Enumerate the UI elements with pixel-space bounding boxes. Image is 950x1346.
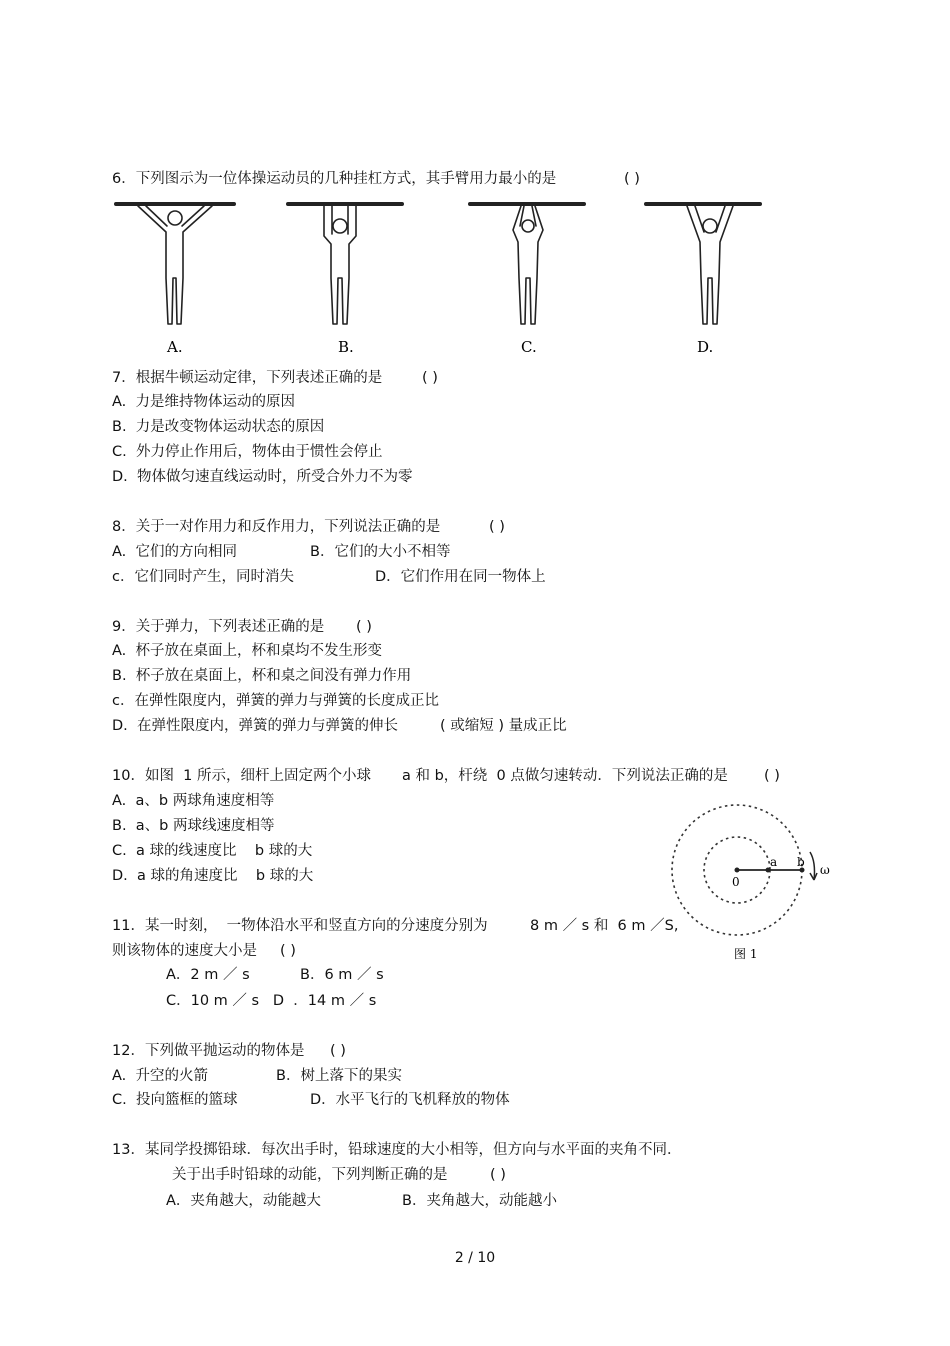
q8-option-d: D．它们作用在同一物体上 xyxy=(375,569,546,585)
page-number: 2 / 10 xyxy=(454,1250,496,1266)
q12-stem: 12．下列做平抛运动的物体是 xyxy=(112,1043,305,1059)
q10-option-c: C. a 球的线速度比 b 球的大 xyxy=(112,843,313,859)
q11-stem-b: 8 m ／ s 和 6 m ／S, xyxy=(530,918,679,934)
figure-label-a: A. xyxy=(167,338,183,356)
q11-stem-c: 则该物体的速度大小是 xyxy=(112,943,257,959)
q7-paren: ( ) xyxy=(422,370,438,386)
gymnast-c-icon xyxy=(470,204,584,324)
figure-label-b: B. xyxy=(338,338,354,356)
gymnast-d-icon xyxy=(646,204,760,324)
q8-paren: ( ) xyxy=(489,519,505,535)
q12-option-a: A. 升空的火箭 xyxy=(112,1068,208,1084)
q7-option-c: C. 外力停止作用后，物体由于惯性会停止 xyxy=(112,444,383,460)
q12-paren: ( ) xyxy=(330,1043,346,1059)
gymnast-a-icon xyxy=(116,204,234,324)
q10-stem-a: 10．如图 1 所示，细杆上固定两个小球 xyxy=(112,768,372,784)
q8-option-c: c．它们同时产生，同时消失 xyxy=(112,569,294,585)
q9-option-a: A. 杯子放在桌面上，杯和桌均不发生形变 xyxy=(112,643,382,659)
q7-option-b: B. 力是改变物体运动状态的原因 xyxy=(112,419,325,435)
q8-option-a: A. 它们的方向相同 xyxy=(112,544,237,560)
label-a: a xyxy=(770,855,778,869)
q6-figure xyxy=(110,196,770,362)
q9-paren: ( ) xyxy=(356,619,372,635)
q8-stem: 8．关于一对作用力和反作用力，下列说法正确的是 xyxy=(112,519,441,535)
label-center: 0 xyxy=(732,875,740,889)
pivot-point xyxy=(735,868,740,873)
q6-paren: ( ) xyxy=(624,171,640,187)
q9-option-b: B. 杯子放在桌面上，杯和桌之间没有弹力作用 xyxy=(112,668,412,684)
figure-caption: 图 1 xyxy=(734,947,758,961)
q11-option-a: A．2 m ／ s xyxy=(166,967,250,983)
q11-option-b: B．6 m ／ s xyxy=(300,967,384,983)
q13-stem-b: 关于出手时铅球的动能，下列判断正确的是 xyxy=(172,1167,448,1183)
q11-option-cd: C．10 m ／ s D ．14 m ／ s xyxy=(166,993,377,1009)
figure-label-d: D. xyxy=(697,338,714,356)
q9-option-c: c．在弹性限度内，弹簧的弹力与弹簧的长度成正比 xyxy=(112,693,439,709)
q12-option-b: B．树上落下的果实 xyxy=(276,1068,402,1084)
q9-option-d-cont: ( 或缩短 ) 量成正比 xyxy=(440,718,567,734)
q10-option-d: D. a 球的角速度比 b 球的大 xyxy=(112,868,314,884)
q8-option-b: B．它们的大小不相等 xyxy=(310,544,451,560)
label-omega: ω xyxy=(820,863,830,877)
q13-paren: ( ) xyxy=(490,1167,506,1183)
q7-option-d: D. 物体做匀速直线运动时，所受合外力不为零 xyxy=(112,469,413,485)
q13-stem: 13．某同学投掷铅球．每次出手时，铅球速度的大小相等，但方向与水平面的夹角不同． xyxy=(112,1142,682,1158)
q11-paren: ( ) xyxy=(280,943,296,959)
q13-option-b: B．夹角越大，动能越小 xyxy=(402,1193,557,1209)
q12-option-d: D．水平飞行的飞机释放的物体 xyxy=(310,1092,510,1108)
q10-figure xyxy=(664,800,840,970)
q13-option-a: A．夹角越大，动能越大 xyxy=(166,1193,321,1209)
q12-option-c: C. 投向篮框的篮球 xyxy=(112,1092,238,1108)
label-b: b xyxy=(797,855,805,869)
figure-label-c: C. xyxy=(521,338,537,356)
q10-option-a: A. a、b 两球角速度相等 xyxy=(112,793,275,809)
gymnast-b-icon xyxy=(288,204,402,324)
q6-stem: 6．下列图示为一位体操运动员的几种挂杠方式，其手臂用力最小的是 xyxy=(112,171,557,187)
q9-option-d: D. 在弹性限度内，弹簧的弹力与弹簧的伸长 xyxy=(112,718,398,734)
q9-stem: 9．关于弹力，下列表述正确的是 xyxy=(112,619,325,635)
q10-option-b: B. a、b 两球线速度相等 xyxy=(112,818,275,834)
q7-stem: 7．根据牛顿运动定律，下列表述正确的是 xyxy=(112,370,383,386)
q10-paren: ( ) xyxy=(764,768,780,784)
q11-stem-a: 11．某一时刻， 一物体沿水平和竖直方向的分速度分别为 xyxy=(112,918,488,934)
q10-stem-b: a 和 b，杆绕 0 点做匀速转动．下列说法正确的是 xyxy=(402,768,728,784)
q7-option-a: A. 力是维持物体运动的原因 xyxy=(112,394,295,410)
